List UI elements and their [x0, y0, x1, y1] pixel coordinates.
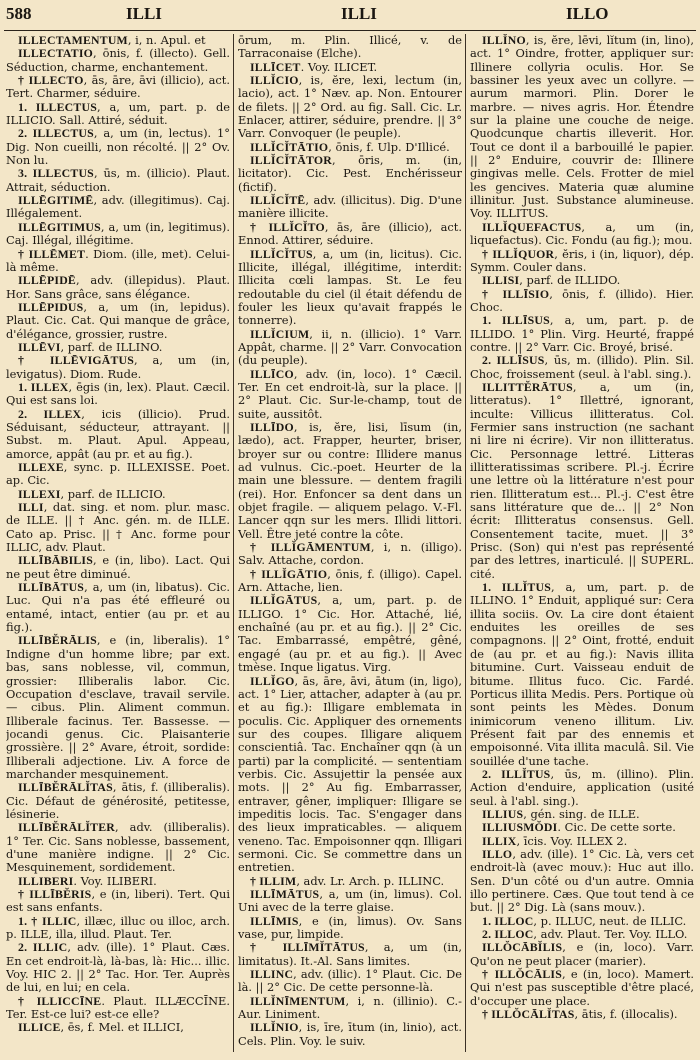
entry-definition: , e (in, limus). Ov. Sans vase, pur, limpide. — [238, 913, 462, 942]
entry-headword: † ILLĪMĬTĀTUS — [250, 940, 365, 955]
entry-definition: , is, ĕre, lexi, lectum (in, lacio), act. 1° Næv. ap. Non. Entourer de filets. || 2° Ord. au fig. Sall. Cic. Lr. Enlacer, attirer, séduire, prendre. || 3° Varr. Convoquer (le peuple). — [238, 73, 462, 141]
entry-headword: 1. † ILLIC — [18, 913, 77, 928]
entry-definition: , parf. de ILLIDO. — [519, 273, 621, 288]
entry-headword: † ILLĬQUOR — [482, 246, 555, 261]
entry-headword: ILLIUS — [482, 806, 524, 821]
entry-definition: , a, um (in, licitus). Cic. Illicite, illégal, illégitime, interdit: Illicita cœli lampas. St. Le feu redoutable du ciel (il était défendu de fouler les lieux qu'avait frappés le tonnerre). — [238, 246, 462, 328]
entry-definition: , a, um (in, limus). Col. Uni avec de la terre glaise. — [238, 887, 462, 915]
entry-definition: , a, um (in, lectus). 1° Dig. Non cueilli, non récolté. || 2° Ov. Non lu. — [6, 126, 230, 168]
entry-definition: , ēs, f. Mel. et ILLICI, — [60, 1020, 184, 1035]
entry-definition: , a, um, part. p. de ILLIDO. 1° Plin. Virg. Heurté, frappé contre. || 2° Varr. Cic. Broyé, brisé. — [470, 313, 694, 354]
entry-headword: 2. ILLĬTUS — [482, 766, 551, 781]
entry-definition: . Cic. De cette sorte. — [557, 820, 676, 835]
entry-definition: , gén. sing. de ILLE. — [523, 806, 640, 821]
dictionary-entry — [470, 248, 694, 275]
entry-definition: , is, ĕre, lisi, līsum (in, lædo), act. Frapper, heurter, briser, broyer sur ou contre: Illidere manus ad vulnus. Cic.-poet. Heurter de la main une blessure. — dentem fragili (rei). Hor. Enfoncer sa dent dans un objet fragile. — aliquem pelago. V.-Fl. Lancer qqn sur les mers. Illidi littori. Vell. Être jeté contre la côte. — [238, 419, 462, 541]
entry-headword: † ILLICCĪNE — [18, 993, 102, 1008]
dictionary-entry — [470, 848, 694, 915]
entry-definition: , ūs, m. (illido). Plin. Sil. Choc, froissement (seul. à l'abl. sing.). — [470, 353, 694, 381]
entry-headword: 1. ILLĬTUS — [482, 580, 551, 595]
entry-headword: ILLĬNIO — [250, 1020, 299, 1035]
entry-headword: ILLĒGITIMĒ — [18, 193, 94, 208]
entry-headword: † ILLĬGĀTIO — [250, 566, 328, 581]
dictionary-entry — [6, 875, 230, 888]
running-header — [6, 4, 694, 26]
dictionary-entry — [6, 167, 230, 194]
dictionary-entry — [238, 675, 462, 875]
entry-definition: . Voy. ILIBERI. — [73, 873, 157, 888]
entry-definition: , ōnis, f. Ulp. D'Illicé. — [328, 139, 450, 154]
entry-headword: 1. ILLEX — [18, 379, 69, 394]
entry-definition: , p. ILLUC, neut. de ILLIC. — [533, 913, 687, 928]
entry-headword: ILLĪCO — [250, 366, 294, 381]
entry-definition: , a, um, part. p. de ILLIGO. 1° Cic. Hor. Attaché, lié, enchaîné (au pr. et au fig.). || 2° Cic. Tac. Embarrassé, empêtré, gêné, engagé (au pr. et au fig.). || Avec tmèse. Inque ligatus. Virg. — [238, 593, 462, 675]
dictionary-entry — [238, 915, 462, 942]
entry-headword: ILLĬNO — [482, 34, 526, 47]
entry-definition: , ās, āre, āvi, ātum (in, ligo), act. 1° Lier, attacher, adapter à (au pr. et au fig.): Illigare emblemata in poculis. Cic. Appliquer des ornements sur des coupes. Illigare aliquem conscientiâ. Tac. Enchaîner qqn (à un parti) par la complicité. — sententiam verbis. Cic. Assujettir la pensée aux mots. || 2° Au fig. Embarrasser, entraver, gêner, impliquer: Illigare se impeditis locis. Tac. S'engager dans des lieux impraticables. — aliquem veneno. Tac. Empoisonner qqn. Illigari sermoni. Cic. Se commettre dans un entretien. — [238, 673, 462, 875]
dictionary-entry — [6, 341, 230, 354]
entry-headword: ILLĪMĀTUS — [250, 887, 320, 901]
dictionary-entry — [6, 501, 230, 554]
dictionary-entry — [238, 541, 462, 568]
dictionary-entry — [238, 248, 462, 328]
entry-headword: ILLĒPIDUS — [18, 299, 84, 314]
entry-definition: , a, um (in, liquefactus). Cic. Fondu (au fig.); mou. — [470, 219, 694, 248]
entry-headword: ILLĒGITIMUS — [18, 219, 101, 234]
entry-definition: , adv. (illepidus). Plaut. Hor. Sans grâce, sans élégance. — [6, 273, 230, 301]
entry-definition: , adv. (ille). 1° Plaut. Cæs. En cet endroit-là, là-bas, là: Hic... illic. Voy. HIC 2. || 2° Tac. Hor. Ter. Auprès de lui, en lui; en cela. — [6, 940, 230, 995]
dictionary-entry — [6, 274, 230, 301]
dictionary-entry — [470, 381, 694, 581]
entry-headword: † ILLĪBĔRIS — [18, 887, 92, 901]
entry-definition: , e (in, loco). Varr. Qu'on ne peut placer (marier). — [470, 940, 694, 968]
entry-definition: , adv. Plaut. Ter. Voy. ILLO. — [533, 927, 688, 942]
dictionary-entry — [238, 568, 462, 595]
column-divider-2 — [465, 34, 466, 1052]
entry-headword: ILLĪBĔRĀLĬTAS — [18, 780, 113, 795]
entry-headword: ILLIUSMŎDI — [482, 820, 558, 835]
entry-headword: ILLĬNĪMENTUM — [250, 993, 346, 1008]
dictionary-entry — [470, 915, 694, 928]
dictionary-entry — [6, 821, 230, 874]
entry-headword: † ILLECTO — [18, 73, 84, 88]
entry-definition: , adv. (illegitimus). Caj. Illégalement. — [6, 193, 230, 221]
entry-definition: , e (in, liberalis). 1° Indigne d'un homme libre; par ext. bas, sans noblesse, vil, commun, grossier: Illiberalis labor. Cic. Occupation d'esclave, travail servile. — cibus. Plin. Aliment commun. Illiberale facinus. Ter. Bassesse. — jocandi genus. Cic. Plaisanterie grossière. || 2° Avare, étroit, sordide: Illiberali adjectione. Liv. A force de marchander mesquinement. — [6, 633, 230, 781]
entry-definition: , dat. sing. et nom. plur. masc. de ILLE. || † Anc. gén. m. de ILLE. Cato ap. Prisc. || † Anc. forme pour ILLIC, adv. Plaut. — [6, 500, 230, 555]
page-number: 588 — [6, 4, 32, 23]
entry-definition: , ōris, m. (in, licitator). Cic. Pest. Enchérisseur (fictif). — [238, 153, 462, 194]
dictionary-entry — [6, 488, 230, 501]
entry-definition: , parf. de ILLINO. — [60, 339, 163, 354]
entry-definition: . Diom. (ille, met). Celui-là même. — [6, 246, 230, 274]
entry-definition: , i, n. Apul. et — [127, 34, 206, 47]
entry-definition: , e (in, liberi). Tert. Qui est sans enfants. — [6, 887, 230, 915]
entry-definition: , sync. p. ILLEXISSE. Poet. ap. Cic. — [6, 460, 230, 488]
dictionary-entry — [238, 34, 462, 61]
dictionary-entry — [470, 821, 694, 834]
entry-headword: 2. ILLECTUS — [18, 126, 94, 141]
dictionary-entry — [6, 248, 230, 275]
dictionary-entry — [238, 74, 462, 141]
entry-headword: † ILLĪSIO — [482, 286, 550, 301]
entry-headword: ILLĪDO — [250, 419, 294, 434]
dictionary-entry — [470, 968, 694, 1008]
dictionary-entry — [6, 47, 230, 74]
entry-definition: , ōnis, f. (illigo). Capel. Arn. Attache, lien. — [238, 566, 462, 595]
dictionary-entry — [6, 995, 230, 1022]
entry-headword: † ILLĒVIGĀTUS — [18, 353, 135, 368]
entry-definition: , icis (illicio). Prud. Séduisant, séducteur, attrayant. || Subst. m. Plaut. Apul. Appeau, amorce, appât (au pr. et au fig.). — [6, 406, 230, 461]
dictionary-entry — [6, 301, 230, 341]
entry-headword: 2. ILLIC — [18, 940, 68, 955]
entry-definition: , a, um (in, litteratus). 1° Illettré, ignorant, inculte: Villicus illitteratus. Col. Fermier sans instruction (ne sachant ni lire ni écrire). Vir non illitteratus. Cic. Personnage lettré. Litteras illitteratissimas scribere. Pl.-j. Écrire une lettre où la littérature n'est pour rien. Illitteratum est... Pl.-j. C'est être sans littérature que de... || 2° Non écrit: Illitteratus consensus. Gell. Consentement tacite, muet. || 3° Prisc. (Son) qui n'est pas représenté par des lettres, inarticulé. || SUPERL. cité. — [470, 379, 694, 581]
entry-definition: , adv. Lr. Arch. p. ILLINC. — [296, 873, 445, 888]
entry-definition: , adv. (ille). 1° Cic. Là, vers cet endroit-là (avec mouv.): Huc aut illo. Sen. D'un côté ou d'un autre. Omnia illo pertinere. Cæs. Que tout tend à ce but. || 2° Dig. Là (sans mouv.). — [470, 846, 694, 915]
entry-definition: , adv. (illiberalis). 1° Ter. Cic. Sans noblesse, bassement, d'une manière indigne. || 2° Cic. Mesquinement, sordidement. — [6, 820, 230, 875]
dictionary-entry — [6, 888, 230, 915]
entry-headword: ILLI — [18, 500, 44, 515]
entry-definition: , is, ĕre, lēvi, lĭtum (in, lino), act. 1° Oindre, frotter, appliquer sur: Illinere collyria oculis. Hor. Se bassiner les yeux avec un collyre. — aurum marmori. Plin. Dorer le marbre. — nives agris. Hor. Étendre sur la plaine une couche de neige. Quodcunque chartis illeverit. Hor. Tout ce dont il a barbouillé le papier. || 2° Enduire, couvrir de: Illinere gingivas melle. Cels. Frotter de miel les gencives. Materia quæ alumine illinitur. Just. Substance alumineuse. Voy. ILLITUS. — [470, 34, 694, 221]
entry-headword: ILLĬGO — [250, 673, 295, 688]
entry-headword: 2. ILLOC — [482, 927, 534, 942]
header-rule — [4, 30, 696, 31]
dictionary-entry — [6, 194, 230, 221]
entry-definition: , ās, āre, āvi (illicio), act. Tert. Charmer, séduire. — [6, 73, 230, 101]
dictionary-entry — [470, 1008, 694, 1021]
entry-headword: ILLECTAMENTUM — [18, 34, 128, 47]
dictionary-entry — [238, 594, 462, 674]
dictionary-entry — [238, 995, 462, 1022]
dictionary-entry — [6, 354, 230, 381]
entry-headword: ILLEXE — [18, 460, 64, 474]
entry-headword: 2. ILLĪSUS — [482, 353, 545, 368]
dictionary-entry — [6, 781, 230, 821]
dictionary-entry — [470, 288, 694, 315]
entry-headword: ILLO — [482, 846, 513, 861]
entry-headword: 2. ILLEX — [18, 406, 82, 421]
entry-definition: , ēgis (in, lex). Plaut. Cæcil. Qui est sans loi. — [6, 379, 230, 408]
dictionary-entry — [6, 941, 230, 994]
dictionary-entry — [6, 74, 230, 101]
dictionary-entry — [238, 141, 462, 154]
entry-definition: , ōnis, f. (illido). Hier. Choc. — [470, 286, 694, 314]
dictionary-entry — [470, 354, 694, 381]
entry-headword: ILLĬGĀTUS — [250, 593, 318, 608]
entry-definition: , ātis, f. (illiberalis). Cic. Défaut de générosité, petitesse, lésinerie. — [6, 780, 230, 821]
dictionary-entry — [470, 314, 694, 354]
entry-definition: , a, um (in, limitatus). It.-Al. Sans limites. — [238, 940, 462, 968]
column-2 — [238, 34, 462, 1052]
entry-definition: , a, um (in, levigatus). Diom. Rude. — [6, 353, 230, 381]
entry-definition: , a, um, part. p. de ILLICIO. Sall. Attiré, séduit. — [6, 99, 230, 128]
entry-headword: 1. ILLOC — [482, 913, 534, 928]
entry-definition: , a, um (in, legitimus). Caj. Illégal, illégitime. — [6, 219, 230, 248]
entry-definition: , ātis, f. (illocalis). — [574, 1007, 678, 1022]
dictionary-entry — [6, 408, 230, 461]
dictionary-entry — [238, 368, 462, 421]
entry-headword: ILLĪBĀBILIS — [18, 553, 93, 568]
entry-definition: , illæc, illuc ou illoc, arch. p. ILLE, illa, illud. Plaut. Ter. — [6, 913, 230, 942]
entry-definition: , ās, āre (illicio), act. Ennod. Attirer, séduire. — [238, 219, 462, 248]
entry-headword: ILLĬCĬTUS — [250, 246, 313, 261]
entry-headword: 3. ILLECTUS — [18, 166, 94, 181]
dictionary-entry — [470, 835, 694, 848]
entry-definition: , e (in, loco). Mamert. Qui n'est pas susceptible d'être placé, d'occuper une place. — [470, 967, 694, 1008]
entry-headword: ILLĬCIUM — [250, 326, 310, 341]
entry-definition: , parf. de ILLICIO. — [60, 486, 166, 501]
entry-definition: , a, um (in, lepidus). Plaut. Cic. Cat. Qui manque de grâce, d'élégance, grossier, rustre. — [6, 299, 230, 341]
entry-headword: ILLECTATIO — [18, 46, 93, 61]
entry-definition: , ōnis, f. (illecto). Gell. Séduction, charme, enchantement. — [6, 46, 230, 74]
dictionary-entry — [470, 581, 694, 768]
dictionary-entry — [6, 101, 230, 128]
dictionary-entry — [470, 34, 694, 221]
dictionary-entry — [238, 61, 462, 74]
dictionary-entry — [6, 581, 230, 634]
entry-headword: ILLISI — [482, 273, 520, 288]
entry-headword: ILLINC — [250, 967, 294, 982]
dictionary-entry — [6, 34, 230, 47]
dictionary-entry — [238, 941, 462, 968]
dictionary-entry — [6, 915, 230, 942]
dictionary-entry — [470, 221, 694, 248]
dictionary-entry — [238, 194, 462, 221]
entry-headword: ILLĬCĬTĒ — [250, 193, 306, 208]
dictionary-entry — [6, 554, 230, 581]
dictionary-entry — [6, 1021, 230, 1034]
entry-definition: , a, um, part. p. de ILLINO. 1° Enduit, appliqué sur: Cera illita sociis. Ov. La cire dont étaient enduites les oreilles de ses compagnons. || 2° Oint, frotté, enduit de (au pr. et au fig.): Navis illita bitumine. Curt. Vaisseau enduit de bitume. Illitus fuco. Cic. Fardé. Porticus illita Medis. Pers. Portique où sont peints les Mèdes. Donum inimicorum veneno illitum. Liv. Présent fait par des ennemis et empoisonné. Vita illita maculâ. Sil. Vie souillée d'une tache. — [470, 580, 694, 768]
entry-headword: ILLĒVI — [18, 339, 61, 354]
entry-definition: . Voy. ILICET. — [300, 59, 378, 74]
entry-headword: ILLIBERI — [18, 873, 74, 888]
dictionary-entry — [238, 968, 462, 995]
entry-definition: ōrum, m. Plin. Illicé, v. de Tarraconaise (Elche). — [238, 34, 462, 61]
entry-definition: , e (in, libo). Lact. Qui ne peut être diminué. — [6, 553, 230, 581]
entry-headword: † ILLŎCĀLĬTAS — [482, 1007, 575, 1022]
entry-headword: ILLŎCĀBĬLIS — [482, 940, 563, 955]
header-left-guideword: ILLI — [126, 4, 162, 23]
dictionary-entry — [238, 888, 462, 915]
column-1 — [6, 34, 230, 1052]
entry-definition: , ĕris, i (in, liquor), dép. Symm. Couler dans. — [470, 246, 694, 274]
entry-headword: 1. ILLECTUS — [18, 99, 97, 114]
entry-definition: , ūs, m. (illicio). Plaut. Attrait, séduction. — [6, 166, 230, 194]
dictionary-entry — [6, 634, 230, 781]
dictionary-entry — [6, 127, 230, 167]
entry-definition: , a, um (in, libatus). Cic. Luc. Qui n'a pas été effleuré ou entamé, intact, entier (au pr. et au fig.). — [6, 580, 230, 635]
entry-headword: ILLĬCIO — [250, 73, 299, 88]
entry-headword: † ILLĒMET — [18, 246, 86, 261]
entry-definition: . Plaut. ILLÆCCĪNE. Ter. Est-ce lui? est-ce elle? — [6, 993, 230, 1022]
entry-headword: † ILLIM — [250, 873, 297, 888]
column-divider-1 — [233, 34, 234, 1052]
dictionary-entry — [470, 768, 694, 808]
entry-headword: ILLĪBĔRĀLIS — [18, 633, 97, 648]
dictionary-entry — [470, 274, 694, 287]
entry-headword: ILLĪCET — [250, 59, 301, 74]
dictionary-entry — [6, 221, 230, 248]
dictionary-entry — [470, 808, 694, 821]
header-right-guideword: ILLO — [566, 4, 609, 23]
entry-definition: , i, n. (illinio). C.-Aur. Liniment. — [238, 993, 462, 1022]
entry-definition: , ii, n. (illicio). 1° Varr. Appât, charme. || 2° Varr. Convocation (du peuple). — [238, 326, 462, 368]
entry-headword: † ILLĬCĬTO — [250, 219, 325, 234]
entry-headword: ILLĪMIS — [250, 913, 299, 928]
dictionary-entry — [470, 928, 694, 941]
dictionary-entry — [238, 154, 462, 194]
entry-headword: ILLICE — [18, 1020, 61, 1035]
entry-definition: , i, n. (illigo). Salv. Attache, cordon. — [238, 540, 462, 568]
dictionary-entry — [238, 421, 462, 541]
entry-headword: ILLĬQUEFACTUS — [482, 219, 582, 234]
entry-headword: ILLITTĔRĀTUS — [482, 379, 573, 394]
dictionary-entry — [238, 1021, 462, 1048]
entry-definition: , ūs, m. (illino). Plin. Action d'enduire, application (usité seul. à l'abl. sing.). — [470, 766, 694, 808]
entry-headword: † ILLĬGĀMENTUM — [250, 540, 371, 555]
entry-definition: , adv. (illic). 1° Plaut. Cic. De là. || 2° Cic. De cette personne-là. — [238, 967, 462, 995]
entry-headword: 1. ILLĪSUS — [482, 313, 550, 328]
dictionary-entry — [238, 221, 462, 248]
entry-headword: ILLIX — [482, 833, 517, 848]
entry-definition: , īcis. Voy. ILLEX 2. — [516, 833, 628, 848]
entry-headword: ILLĒPIDĒ — [18, 273, 76, 288]
entry-definition: , is, īre, ītum (in, linio), act. Cels. Plin. Voy. le suiv. — [238, 1020, 462, 1048]
entry-headword: ILLEXI — [18, 486, 61, 501]
entry-definition: , adv. (illicitus). Dig. D'une manière illicite. — [238, 193, 462, 221]
entry-headword: ILLĪBĔRĀLĬTER — [18, 820, 116, 835]
entry-headword: ILLĬCĬTĀTOR — [250, 153, 332, 168]
dictionary-entry — [6, 461, 230, 488]
entry-headword: ILLĪBĀTUS — [18, 580, 85, 595]
dictionary-entry — [238, 875, 462, 888]
entry-definition: , adv. (in, loco). 1° Cæcil. Ter. En cet endroit-là, sur la place. || 2° Plaut. Cic. Sur-le-champ, tout de suite, aussitôt. — [238, 366, 462, 421]
header-center-guideword: ILLI — [341, 4, 377, 23]
dictionary-entry — [470, 941, 694, 968]
dictionary-entry — [6, 381, 230, 408]
entry-headword: † ILLŎCĀLIS — [482, 967, 562, 982]
entry-headword: ILLĬCĬTĀTIO — [250, 139, 329, 154]
column-3 — [470, 34, 694, 1052]
dictionary-entry — [238, 328, 462, 368]
